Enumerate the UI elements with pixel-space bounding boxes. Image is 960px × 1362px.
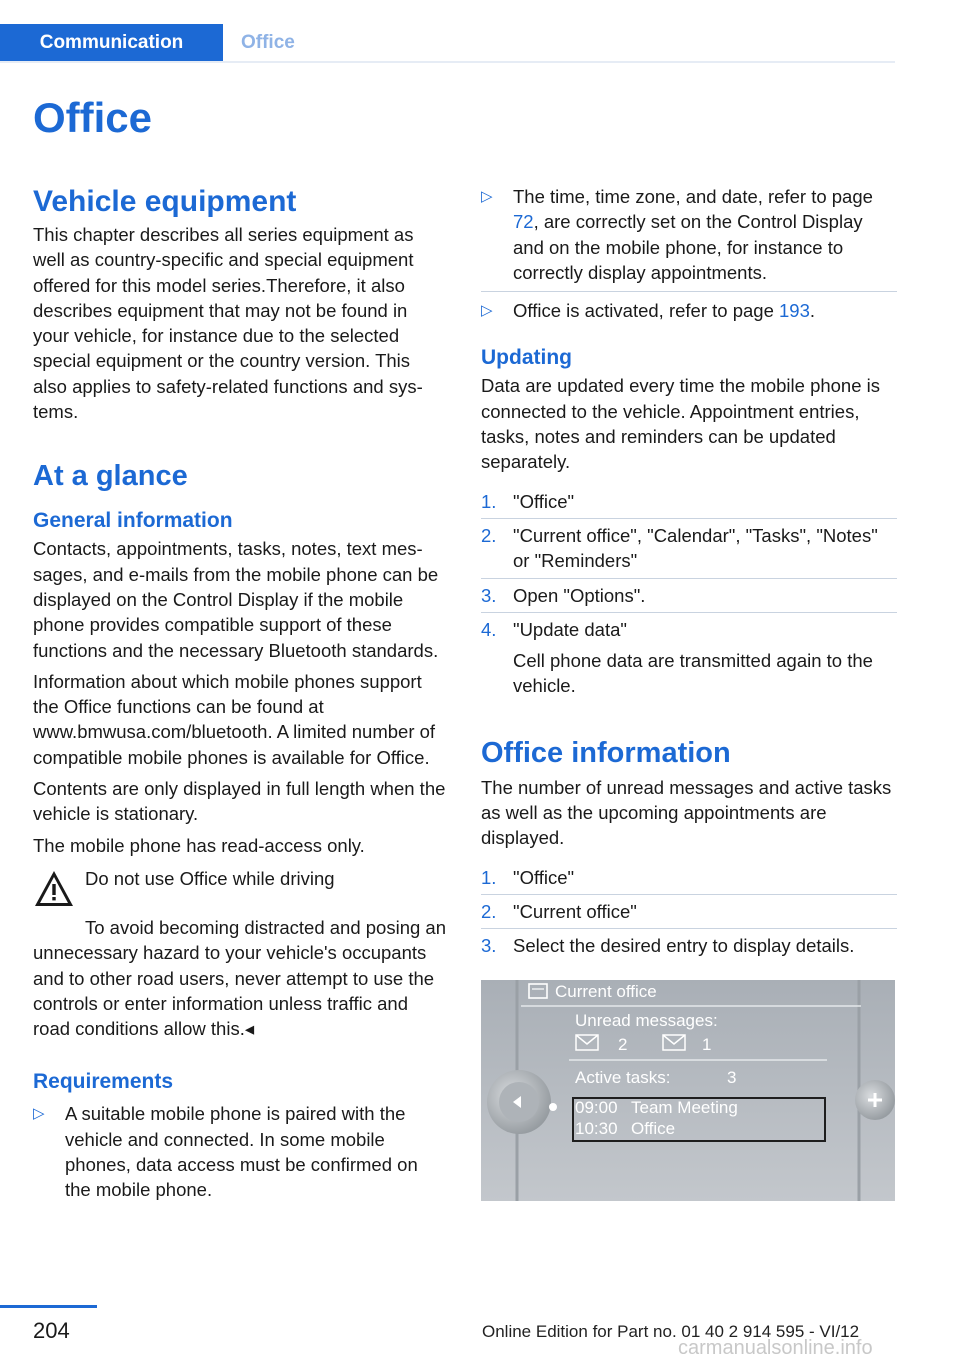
warning-text: To avoid becoming distracted and posing an unnecessary hazard to your vehicle's occupants and to other road users, never attempt to use the controls or enter information unless traffic and road conditions allow this.◂ [33, 916, 446, 1040]
updating-steps [481, 489, 897, 699]
divider [481, 578, 897, 579]
bullet-triangle-icon: ▷ [481, 188, 493, 205]
general-info-p3: Contents are only displayed in full length when the vehicle is stationary. [33, 778, 446, 825]
general-info-p2: Information about which mobile phones support the Office functions can be found at www.bmwusa.com/bluetooth. A limited number of compatible mobile phones is available for Office. [33, 670, 436, 768]
office-info-heading: Office information [481, 736, 731, 769]
active-tasks-count: 3 [727, 1068, 737, 1087]
list-item: 1. "Office" [481, 866, 575, 888]
divider [481, 894, 897, 895]
tab-office[interactable]: Office [241, 32, 295, 53]
warning-title: Do not use Office while driving [85, 867, 335, 889]
divider [481, 928, 897, 929]
list-item: ▷ Office is activated, refer to page 193. [481, 298, 897, 323]
watermark: carmanualsonline.info [678, 1337, 873, 1359]
list-item-note: Cell phone data are transmitted again to the vehicle. [513, 650, 873, 697]
unread-label: Unread messages: [575, 1011, 718, 1030]
list-item: 2. "Current office" [481, 900, 637, 922]
office-info-text: The number of unread messages and active tasks as well as the upcoming appointments are displayed. [481, 776, 892, 849]
appointment-time-2: 10:30 [575, 1119, 618, 1138]
appointment-time-1: 09:00 [575, 1098, 618, 1117]
screen-title: Current office [555, 982, 657, 1001]
footer-rule [0, 1305, 97, 1308]
requirements-list-continued-2 [481, 298, 897, 323]
list-item: 2. "Current office", "Calendar", "Tasks", "Notes" or "Reminders" [481, 524, 878, 572]
divider [481, 291, 897, 292]
list-item: 3. Open "Options". [481, 584, 646, 606]
list-item: 1. "Office" [481, 490, 575, 512]
page-number: 204 [33, 1318, 70, 1343]
page-link-193[interactable]: 193 [779, 300, 810, 322]
requirements-heading: Requirements [33, 1070, 174, 1094]
vehicle-equipment-heading: Vehicle equipment [33, 185, 297, 218]
appointment-text-1[interactable]: Team Meeting [631, 1098, 738, 1117]
requirements-list [33, 1101, 448, 1202]
general-info-heading: General information [33, 509, 233, 533]
general-info-p1: Contacts, appointments, tasks, notes, text messages, and e-mails from the mobile phone can be displayed on the Control Display if the mobile phone provides compatible support of these functions and the necessary Bluetooth standards. [33, 538, 439, 661]
page-link-72[interactable]: 72 [513, 211, 534, 233]
list-item: ▷ The time, time zone, and date, refer to page 72, are correctly set on the Control Display and on the mobile phone, for instance to correctly display appointments. [481, 186, 873, 283]
office-info-steps [481, 865, 897, 959]
control-display-screenshot [481, 980, 895, 1201]
vehicle-equipment-text: This chapter describes all series equipment as well as country-specific and special equipment offered for this model series.Therefore, it also describes equipment that may not be found in your vehicle, for instance due to the selected special equipment or the country version. This also applies to safety-related functions and systems. [33, 224, 423, 423]
updating-heading: Updating [481, 346, 572, 370]
appointment-text-2[interactable]: Office [631, 1119, 676, 1138]
left-column [33, 182, 448, 1203]
list-item: 4. "Update data" [481, 618, 627, 640]
bullet-triangle-icon: ▷ [481, 302, 493, 320]
list-item: ▷ A suitable mobile phone is paired with the vehicle and connected. In some mobile phones, data access must be confirmed on the mobile phone. [33, 1103, 418, 1201]
section-tabs [0, 24, 895, 63]
bullet-triangle-icon: ▷ [33, 1105, 45, 1123]
requirements-list-continued [481, 184, 897, 285]
general-info-p4: The mobile phone has read-access only. [33, 834, 365, 856]
unread-count-b: 1 [702, 1035, 712, 1054]
active-tasks-label: Active tasks: [575, 1068, 671, 1087]
updating-text: Data are updated every time the mobile phone is connected to the vehicle. Appointment entries, tasks, notes and reminders can be updated separately. [481, 375, 881, 473]
at-a-glance-heading: At a glance [33, 460, 188, 493]
divider [481, 518, 897, 519]
right-column [481, 184, 897, 959]
warning-triangle-icon [33, 868, 75, 910]
tab-communication[interactable]: Communication [0, 24, 223, 61]
list-item: 3. Select the desired entry to display details. [481, 935, 855, 957]
divider [481, 612, 897, 613]
unread-count-a: 2 [618, 1035, 628, 1054]
page-title: Office [33, 94, 153, 141]
warning-block [33, 866, 448, 910]
edition-note: Online Edition for Part no. 01 40 2 914 595 - VI/12 [482, 1322, 860, 1341]
